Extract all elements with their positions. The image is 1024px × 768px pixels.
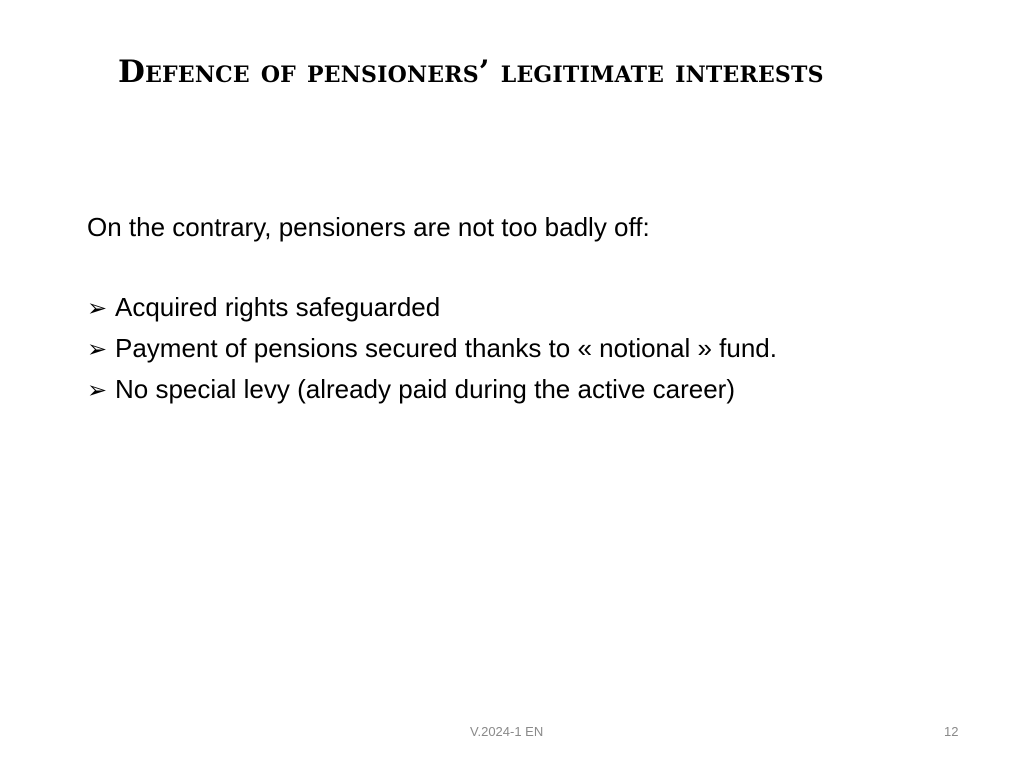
bullet-item xyxy=(87,369,987,410)
footer-version-label: V.2024-1 EN xyxy=(470,724,544,739)
bullet-list xyxy=(87,287,987,410)
bullet-item xyxy=(87,287,987,328)
bullet-text: Acquired rights safeguarded xyxy=(115,292,441,322)
slide-title: Defence of pensioners’ legitimate interests xyxy=(118,54,824,90)
slide-body xyxy=(87,207,987,410)
bullet-text: Payment of pensions secured thanks to « notional » fund. xyxy=(115,333,777,363)
intro-text: On the contrary, pensioners are not too badly off: xyxy=(87,212,650,242)
bullet-item xyxy=(87,328,987,369)
arrowhead-bullet-icon: ➢ xyxy=(87,294,108,322)
arrowhead-bullet-icon: ➢ xyxy=(87,376,108,404)
spacer xyxy=(87,247,987,287)
page-number: 12 xyxy=(944,724,959,739)
bullet-text: No special levy (already paid during the active career) xyxy=(115,374,735,404)
arrowhead-bullet-icon: ➢ xyxy=(87,335,108,363)
